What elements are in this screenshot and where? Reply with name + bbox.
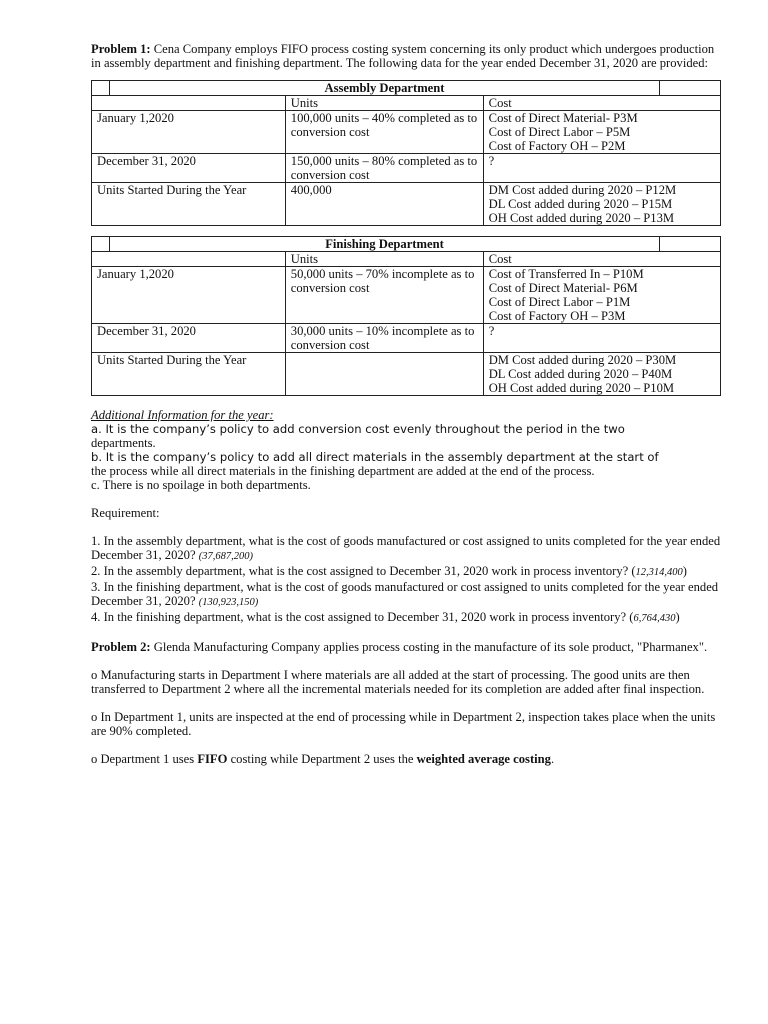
additional-heading: Additional Information for the year: — [91, 408, 274, 422]
question-3: 3. In the finishing department, what is the cost of goods manufactured or cost assigned to units completed for the year ended December 31, 2020? (130,923,150) — [91, 580, 719, 608]
finishing-title: Finishing Department — [325, 237, 444, 251]
problem2-point-2: o In Department 1, units are inspected at the end of processing while in Department 2, inspection takes place when the units are 90% completed. — [91, 710, 716, 738]
cost-header: Cost — [483, 252, 720, 267]
additional-b-cont: the process while all direct materials in the finishing department are added at the end of the process. — [91, 464, 595, 478]
table-row: Units Started During the Year 400,000 DM Cost added during 2020 – P12M DL Cost added during 2020 – P15M OH Cost added during 2020 – P13M — [92, 183, 721, 226]
units-header: Units — [285, 96, 483, 111]
table-row — [92, 96, 721, 111]
additional-a-cont: departments. — [91, 436, 156, 450]
table-row: January 1,2020 100,000 units – 40% completed as to conversion cost Cost of Direct Material- P3M Cost of Direct Labor – P5M Cost of Factory OH – P2M — [92, 111, 721, 154]
table-row: January 1,2020 50,000 units – 70% incomplete as to conversion cost Cost of Transferred In – P10M Cost of Direct Material- P6M Cost of Direct Labor – P1M Cost of Factory OH – P3M — [92, 267, 721, 324]
document-page — [91, 42, 721, 766]
table-row: December 31, 2020 30,000 units – 10% incomplete as to conversion cost ? — [92, 324, 721, 353]
additional-b: b. It is the company’s policy to add all direct materials in the assembly department at the start of — [91, 450, 659, 464]
cost-header: Cost — [483, 96, 720, 111]
problem2-intro: Problem 2: Glenda Manufacturing Company applies process costing in the manufacture of its sole product, "Pharmanex". — [91, 640, 708, 654]
table-row: Units Started During the Year DM Cost added during 2020 – P30M DL Cost added during 2020 – P40M OH Cost added during 2020 – P10M — [92, 353, 721, 396]
additional-a: a. It is the company’s policy to add conversion cost evenly throughout the period in the two — [91, 422, 625, 436]
table-row — [92, 252, 721, 267]
requirement-heading: Requirement: — [91, 506, 160, 520]
table-row: December 31, 2020 150,000 units – 80% completed as to conversion cost ? — [92, 154, 721, 183]
problem2-label: Problem 2: — [91, 640, 151, 654]
question-1: 1. In the assembly department, what is the cost of goods manufactured or cost assigned to units completed for the year ended December 31, 2020? (37,687,200) — [91, 534, 721, 562]
question-4: 4. In the finishing department, what is the cost assigned to December 31, 2020 work in process inventory? (6,764,430) — [91, 610, 680, 624]
assembly-title: Assembly Department — [324, 81, 445, 95]
finishing-table — [91, 236, 721, 396]
question-2: 2. In the assembly department, what is the cost assigned to December 31, 2020 work in process inventory? (12,314,400) — [91, 564, 687, 578]
units-header: Units — [285, 252, 483, 267]
problem1-label: Problem 1: — [91, 42, 151, 56]
problem2-point-3: o Department 1 uses FIFO costing while Department 2 uses the weighted average costing. — [91, 752, 555, 766]
assembly-table — [91, 80, 721, 226]
problem2-point-1: o Manufacturing starts in Department I where materials are all added at the start of processing. The good units are then transferred to Department 2 where all the incremental materials needed for its completion are added after final inspection. — [91, 668, 705, 696]
additional-c: c. There is no spoilage in both departments. — [91, 478, 311, 492]
problem1-intro: Problem 1: Cena Company employs FIFO process costing system concerning its only product which undergoes production in assembly department and finishing department. The following data for the year ended December 31, 2020 are provided: — [91, 42, 715, 70]
